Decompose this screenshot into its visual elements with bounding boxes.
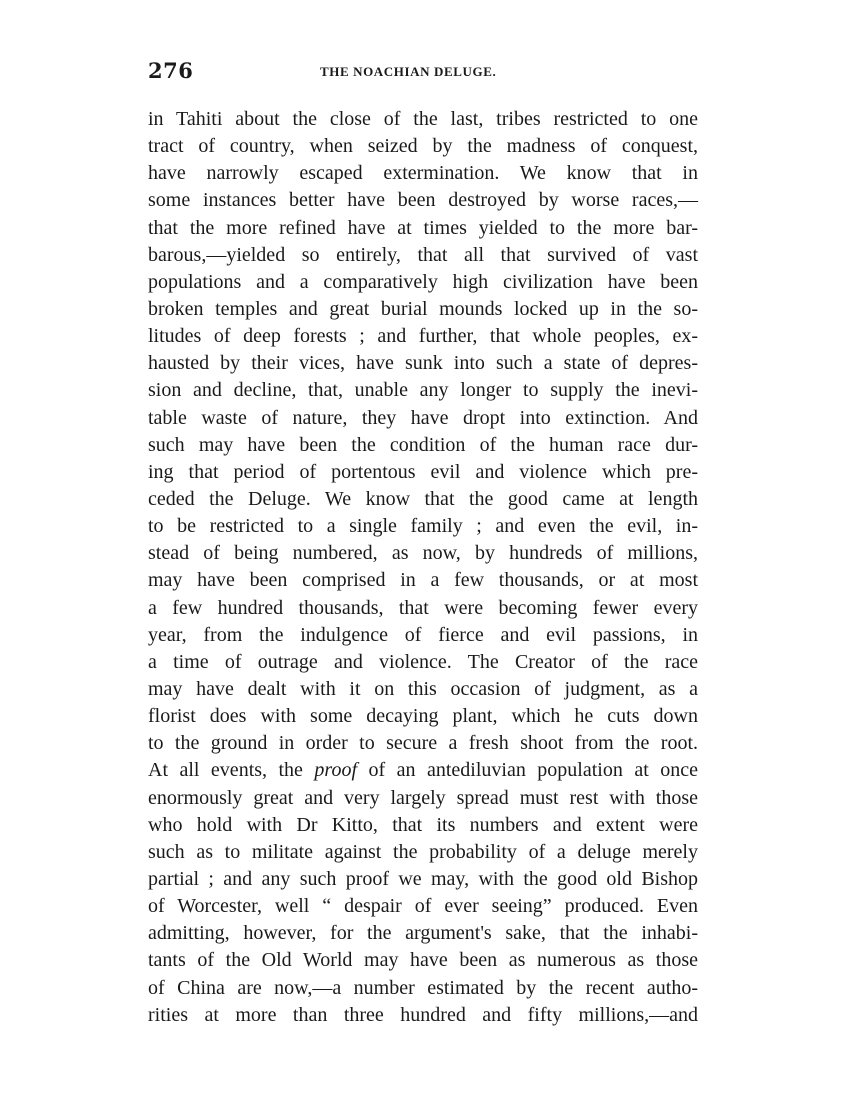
running-head: THE NOACHIAN DELUGE. — [320, 64, 497, 79]
text-line: rities at more than three hundred and fifty millions,—and — [148, 1003, 698, 1026]
text-run: of an antediluvian population at once — [357, 759, 698, 782]
italic-word: proof — [314, 759, 358, 782]
text-line: table waste of nature, they have dropt into extinction. And — [148, 406, 698, 429]
text-line: barous,—yielded so entirely, that all that survived of vast — [148, 243, 698, 266]
text-line: to be restricted to a single family ; and even the evil, in- — [148, 515, 698, 538]
text-line: in Tahiti about the close of the last, tribes restricted to one — [148, 108, 698, 130]
page-header — [148, 58, 698, 86]
text-line: year, from the indulgence of fierce and evil passions, in — [148, 623, 698, 646]
text-line-with-italic — [148, 757, 698, 784]
text-line: such as to militate against the probability of a deluge merely — [148, 840, 698, 863]
text-line: that the more refined have at times yielded to the more bar- — [148, 216, 698, 239]
text-line: populations and a comparatively high civilization have been — [148, 270, 698, 293]
text-line: may have dealt with it on this occasion of judgment, as a — [148, 677, 698, 700]
text-line: hausted by their vices, have sunk into such a state of depres- — [148, 352, 698, 375]
text-line: such may have been the condition of the human race dur- — [148, 433, 698, 456]
text-line: litudes of deep forests ; and further, that whole peoples, ex- — [148, 325, 698, 348]
text-line: ceded the Deluge. We know that the good came at length — [148, 487, 698, 510]
text-line: stead of being numbered, as now, by hundreds of millions, — [148, 542, 698, 565]
text-line: to the ground in order to secure a fresh shoot from the root. — [148, 732, 698, 755]
text-line: tract of country, when seized by the madness of conquest, — [148, 135, 698, 158]
text-line: partial ; and any such proof we may, with the good old Bishop — [148, 867, 698, 890]
page-number: 276 — [148, 58, 194, 83]
text-run: At all events, the — [148, 759, 315, 782]
text-line: admitting, however, for the argument's sake, that the inhabi- — [148, 922, 698, 945]
text-line: a time of outrage and violence. The Creator of the race — [148, 650, 698, 673]
text-line: ing that period of portentous evil and violence which pre- — [148, 460, 698, 483]
text-line: enormously great and very largely spread must rest with those — [148, 786, 698, 809]
body-text — [148, 106, 698, 1029]
text-line: tants of the Old World may have been as numerous as those — [148, 949, 698, 972]
text-line: may have been comprised in a few thousands, or at most — [148, 569, 698, 592]
text-line: of Worcester, well “ despair of ever seeing” produced. Even — [148, 895, 698, 918]
text-line: have narrowly escaped extermination. We know that in — [148, 162, 698, 185]
text-line: broken temples and great burial mounds locked up in the so- — [148, 297, 698, 320]
text-line: florist does with some decaying plant, which he cuts down — [148, 705, 698, 728]
text-line: who hold with Dr Kitto, that its numbers and extent were — [148, 813, 698, 836]
text-line: some instances better have been destroyed by worse races,— — [148, 189, 698, 212]
text-line: of China are now,—a number estimated by the recent autho- — [148, 976, 698, 999]
text-line: a few hundred thousands, that were becoming fewer every — [148, 596, 698, 619]
text-line: sion and decline, that, unable any longer to supply the inevi- — [148, 379, 698, 402]
